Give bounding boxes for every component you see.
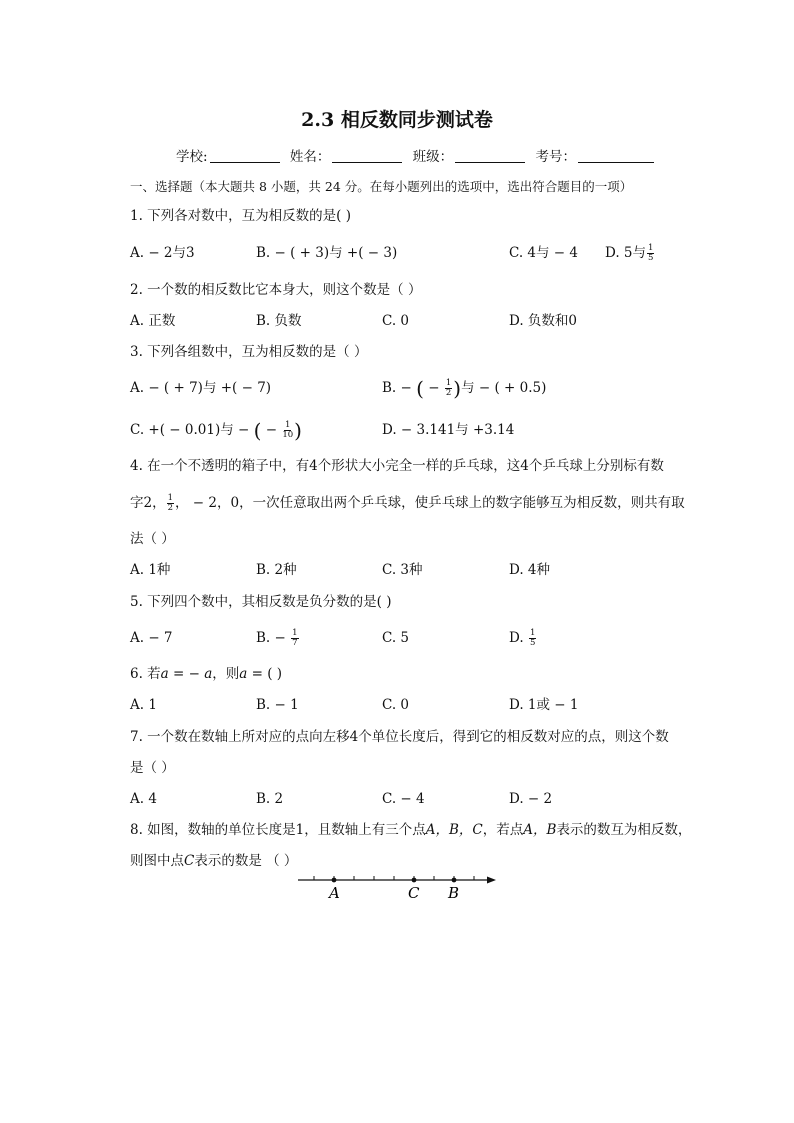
fraction: $\frac{1}{2}$ [445,378,452,398]
question-2-stem: 2. 一个数的相反数比它本身大，则这个数是（ ） [130,282,422,298]
question-7-stem-line-2: 是（ ） [130,760,175,776]
q6-option-c[interactable]: C. 0 [382,697,410,713]
q7-option-a[interactable]: A. 4 [130,791,157,807]
school-label: 学校: [176,149,208,165]
q4-option-b[interactable]: B. 2种 [256,562,297,578]
point-c-label: C [408,884,420,902]
q7-option-d[interactable]: D. − 2 [509,791,553,807]
q2-option-d[interactable]: D. 负数和0 [509,313,578,329]
fraction: $\frac{1}{10}$ [282,420,294,440]
point-b [452,878,457,883]
q6-option-d[interactable]: D. 1或 − 1 [509,697,579,713]
q5-option-a[interactable]: A. − 7 [130,630,173,646]
name-blank[interactable] [332,148,402,163]
question-5-stem: 5. 下列四个数中，其相反数是负分数的是( ) [130,594,392,610]
point-c [412,878,417,883]
q6-option-a[interactable]: A. 1 [130,697,157,713]
point-b-label: B [448,884,460,902]
q2-option-a[interactable]: A. 正数 [130,313,176,329]
question-8-stem-line-2: 则图中点C表示的数是 （ ） [130,853,298,869]
q1-option-b[interactable]: B. − ( + 3)与 +( − 3) [256,245,398,261]
q7-option-c[interactable]: C. − 4 [382,791,425,807]
q3-option-a[interactable]: A. − ( + 7)与 +( − 7) [130,380,272,396]
q1-option-c[interactable]: C. 4与 − 4 [509,245,579,261]
question-4-stem-line-2: 字2， $\frac{1}{2}$ ， − 2，0，一次任意取出两个乒乓球，使乒乓球上的数字能够互为相反数，则共有取 [130,493,685,513]
fraction: $\frac{1}{5}$ [648,243,654,263]
point-a [332,878,337,883]
number-line-figure [290,868,505,904]
q2-option-c[interactable]: C. 0 [382,313,410,329]
q4-option-c[interactable]: C. 3种 [382,562,423,578]
section-heading: 一、选择题（本大题共 8 小题，共 24 分。在每小题列出的选项中，选出符合题目的一项） [130,179,633,194]
axis-arrow [487,877,496,884]
q3-option-c[interactable]: C. +( − 0.01)与 − ( − $\frac{1}{10}$ ) [130,418,302,443]
class-label: 班级： [412,149,454,165]
q6-option-b[interactable]: B. − 1 [256,697,299,713]
q5-option-b[interactable]: B. − $\frac{1}{7}$ [256,628,298,648]
q3-option-d[interactable]: D. − 3.141与 +3.14 [382,422,515,438]
fraction: $\frac{1}{5}$ [529,628,536,648]
point-a-label: A [329,884,340,902]
q1-option-d-text: D. 5与 [605,245,647,261]
q5-option-d[interactable]: D. $\frac{1}{5}$ [509,628,536,648]
page-title: 2.3 相反数同步测试卷 [301,109,493,131]
q5-option-c[interactable]: C. 5 [382,630,410,646]
q2-option-b[interactable]: B. 负数 [256,313,302,329]
question-4-stem-line-3: 法（ ） [130,531,175,547]
school-blank[interactable] [210,148,280,163]
question-7-stem-line-1: 7. 一个数在数轴上所对应的点向左移4个单位长度后，得到它的相反数对应的点，则这个数 [130,729,669,745]
q4-option-d[interactable]: D. 4种 [509,562,551,578]
question-3-stem: 3. 下列各组数中，互为相反数的是（ ） [130,344,368,360]
question-1-stem: 1. 下列各对数中，互为相反数的是( ) [130,208,351,224]
class-blank[interactable] [455,148,525,163]
q1-option-d[interactable] [605,244,655,263]
question-4-stem-line-1: 4. 在一个不透明的箱子中，有4个形状大小完全一样的乒乓球，这4个乒乓球上分别标有数 [130,458,664,474]
student-info-row [176,145,660,165]
question-6-stem: 6. 若a = − a，则a = ( ) [130,666,283,682]
q1-option-a[interactable]: A. − 2与3 [130,245,195,261]
question-8-stem-line-1: 8. 如图，数轴的单位长度是1，且数轴上有三个点A，B，C，若点A，B表示的数互为相反数， [130,822,692,838]
fraction: $\frac{1}{2}$ [167,493,174,513]
name-label: 姓名： [289,149,331,165]
exam-no-label: 考号： [535,149,576,165]
fraction: $\frac{1}{7}$ [292,628,298,648]
exam-no-blank[interactable] [578,148,654,163]
q4-option-a[interactable]: A. 1种 [130,562,171,578]
q3-option-b[interactable]: B. − ( − $\frac{1}{2}$ )与 − ( + 0.5) [382,376,547,401]
q7-option-b[interactable]: B. 2 [256,791,284,807]
